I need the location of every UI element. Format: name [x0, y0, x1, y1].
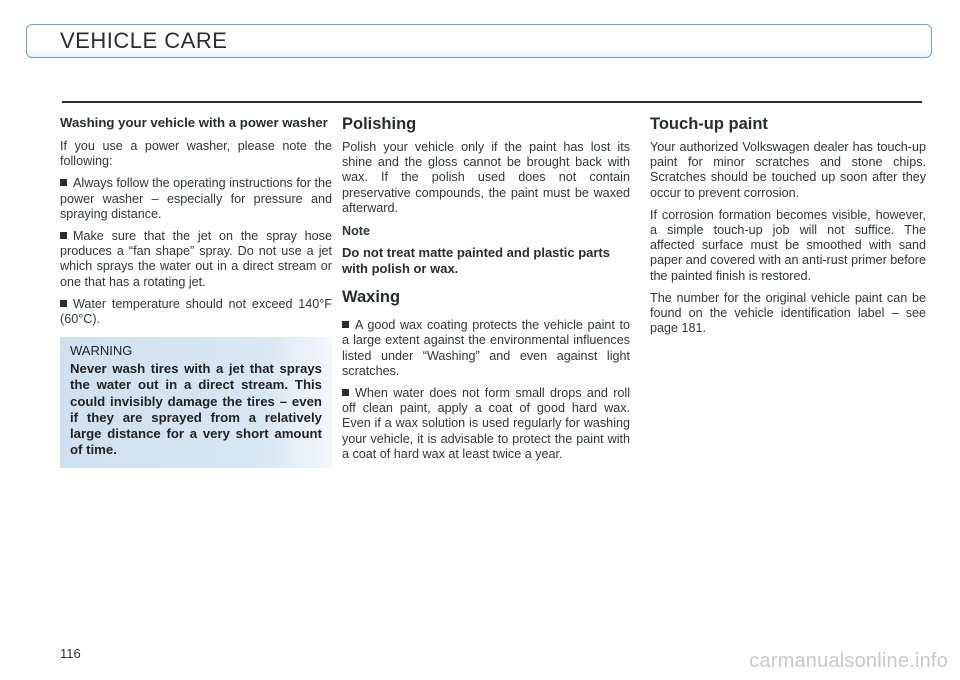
bullet-item [60, 229, 332, 290]
polishing-heading: Polishing [342, 115, 417, 133]
touch-up-paragraph: The number for the original vehicle paint can be found on the vehicle identification label – see page 181. [650, 290, 926, 336]
warning-title: WARNING [70, 343, 133, 359]
waxing-heading: Waxing [342, 288, 401, 307]
bullet-item [60, 176, 332, 222]
watermark: carmanualsonline.info [749, 650, 948, 672]
column-touch-up-paint [650, 114, 926, 343]
touch-up-paragraph: If corrosion formation becomes visible, however, a simple touch-up job will not suffice. The affected surface must be smoothed with sand paper and covered with an anti-rust primer before the painted finish is restored. [650, 207, 926, 283]
bullet-icon [342, 389, 349, 396]
warning-text: Never wash tires with a jet that sprays the water out in a direct stream. This could invisibly damage the tires – even if they are sprayed from a relatively large distance for a very short amount of time. [70, 361, 322, 458]
warning-box [60, 337, 332, 468]
bullet-text: Water temperature should not exceed 140°F (60°C). [60, 296, 332, 327]
bullet-icon [60, 300, 67, 307]
bullet-text: A good wax coating protects the vehicle paint to a large extent against the environmental influences listed under “Washing” and even against light scratches. [342, 318, 630, 378]
column-polishing-waxing [342, 114, 630, 469]
bullet-icon [60, 232, 67, 239]
power-washer-heading: Washing your vehicle with a power washer [60, 115, 328, 130]
touch-up-paragraph: Your authorized Volkswagen dealer has touch-up paint for minor scratches and stone chips. Scratches should be touched up soon after they occur to prevent corrosion. [650, 140, 926, 200]
bullet-item [342, 318, 630, 379]
note-label: Note [342, 224, 370, 239]
section-divider [62, 101, 922, 103]
column-power-washer [60, 114, 332, 468]
page-number: 116 [60, 646, 81, 661]
power-washer-intro: If you use a power washer, please note the following: [60, 139, 332, 169]
bullet-icon [60, 179, 67, 186]
note-text: Do not treat matte painted and plastic parts with polish or wax. [342, 245, 610, 276]
bullet-text: Always follow the operating instructions for the power washer – especially for pressure and spraying distance. [60, 176, 333, 221]
bullet-item [60, 297, 332, 327]
polishing-text: Polish your vehicle only if the paint has lost its shine and the gloss cannot be brought back with wax. If the polish used does not contain preservative compounds, the paint must be waxed afterward. [342, 140, 630, 215]
bullet-item [342, 386, 630, 462]
page-title: VEHICLE CARE [60, 28, 228, 53]
bullet-text: Make sure that the jet on the spray hose produces a “fan shape” spray. Do not use a jet which sprays the water out in a direct stream or one that has a rotating jet. [60, 229, 332, 289]
touch-up-heading: Touch-up paint [650, 115, 768, 133]
bullet-text: When water does not form small drops and roll off clean paint, apply a coat of good hard wax. Even if a wax solution is used regularly for washing your vehicle, it is advisable to protect the paint with a coat of hard wax at least twice a year. [342, 386, 630, 461]
bullet-icon [342, 321, 349, 328]
